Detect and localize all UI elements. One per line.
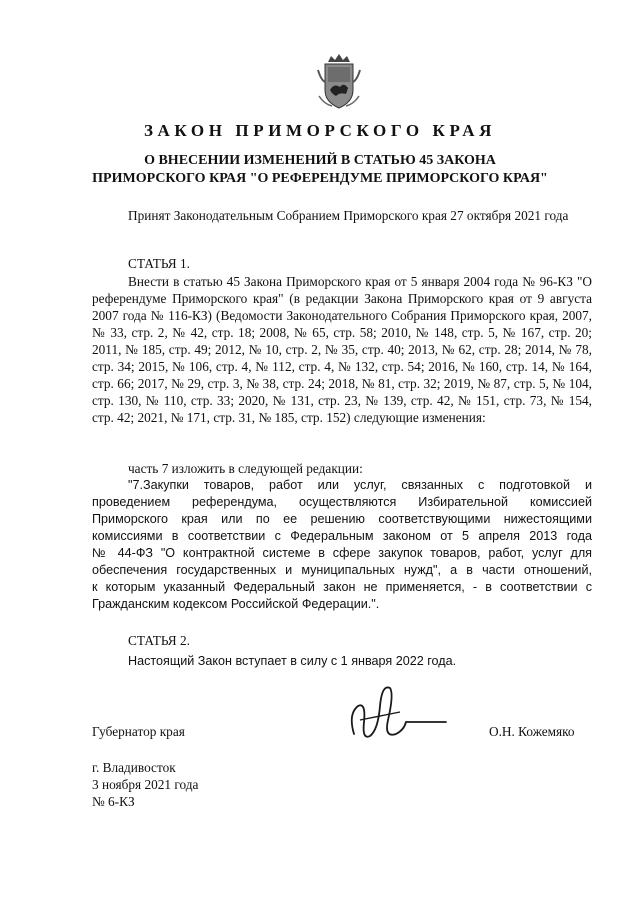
quote-line: комиссиями в соответствии с Федеральным законом от 5 апреля 2013 года <box>92 529 592 543</box>
article-1-part-line: часть 7 изложить в следующей редакции: <box>128 461 363 476</box>
article-1-heading: СТАТЬЯ 1. <box>128 256 190 271</box>
subtitle-line-2: ПРИМОРСКОГО КРАЯ "О РЕФЕРЕНДУМЕ ПРИМОРСКОГО КРАЯ" <box>92 171 548 186</box>
signatory-position: Губернатор края <box>92 724 185 739</box>
quote-line: № 44-ФЗ "О контрактной системе в сфере закупок товаров, работ, услуг для <box>92 546 592 560</box>
law-subtitle <box>0 152 640 188</box>
article-1-intro: Внести в статью 45 Закона Приморского края от 5 января 2004 года № 96-КЗ "О референдуме Приморского края" (в редакции Закона Приморского края от 9 августа 2007 года № 116-КЗ) (Ведомости Законодательного Собрания Приморского края, 2007, № 33, стр. 2, № 42, стр. 18; 2008, № 65, стр. 58; 2010, № 148, стр. 5, № 167, стр. 20; 2011, № 185, стр. 49; 2012, № 10, стр. 2, № 35, стр. 40; 2013, № 62, стр. 28; 2014, № 78, стр. 34; 2015, № 106, стр. 4, № 112, стр. 4, № 132, стр. 54; 2016, № 160, стр. 14, № 164, стр. 66; 2017, № 29, стр. 3, № 38, стр. 24; 2018, № 81, стр. 32; 2019, № 87, стр. 5, № 104, стр. 130, № 110, стр. 33; 2020, № 131, стр. 23, № 139, стр. 42, № 151, стр. 73, № 154, стр. 42; 2021, № 171, стр. 31, № 185, стр. 152) следующие изменения: <box>92 274 592 425</box>
issue-date: 3 ноября 2021 года <box>92 777 199 792</box>
governor-signature <box>340 676 450 756</box>
article-2-heading: СТАТЬЯ 2. <box>128 633 190 648</box>
article-2-text: Настоящий Закон вступает в силу с 1 января 2022 года. <box>128 654 457 668</box>
quote-line: "7.Закупки товаров, работ или услуг, связанных с подготовкой и <box>128 478 592 492</box>
signatory-name: О.Н. Кожемяко <box>489 724 575 739</box>
quote-line: проведением референдума, осуществляются Избирательной комиссией <box>92 495 592 509</box>
issue-city: г. Владивосток <box>92 760 176 775</box>
primorsky-coat-of-arms-icon <box>316 52 362 110</box>
subtitle-line-1: О ВНЕСЕНИИ ИЗМЕНЕНИЙ В СТАТЬЮ 45 ЗАКОНА <box>144 153 496 168</box>
adoption-statement: Принят Законодательным Собранием Приморского края 27 октября 2021 года <box>128 208 569 223</box>
article-1-quote <box>92 477 592 613</box>
law-title: ЗАКОН ПРИМОРСКОГО КРАЯ <box>143 121 497 140</box>
law-number: № 6-КЗ <box>92 794 135 809</box>
quote-line: Гражданским кодексом Российской Федерации.". <box>92 597 380 611</box>
quote-line: обеспечения государственных и муниципальных нужд", а в части отношений, <box>92 563 592 577</box>
quote-line: к которым указанный Федеральный закон не применяется, - в соответствии с <box>92 580 592 594</box>
quote-line: Приморского края или по ее решению соответствующими нижестоящими <box>92 512 592 526</box>
